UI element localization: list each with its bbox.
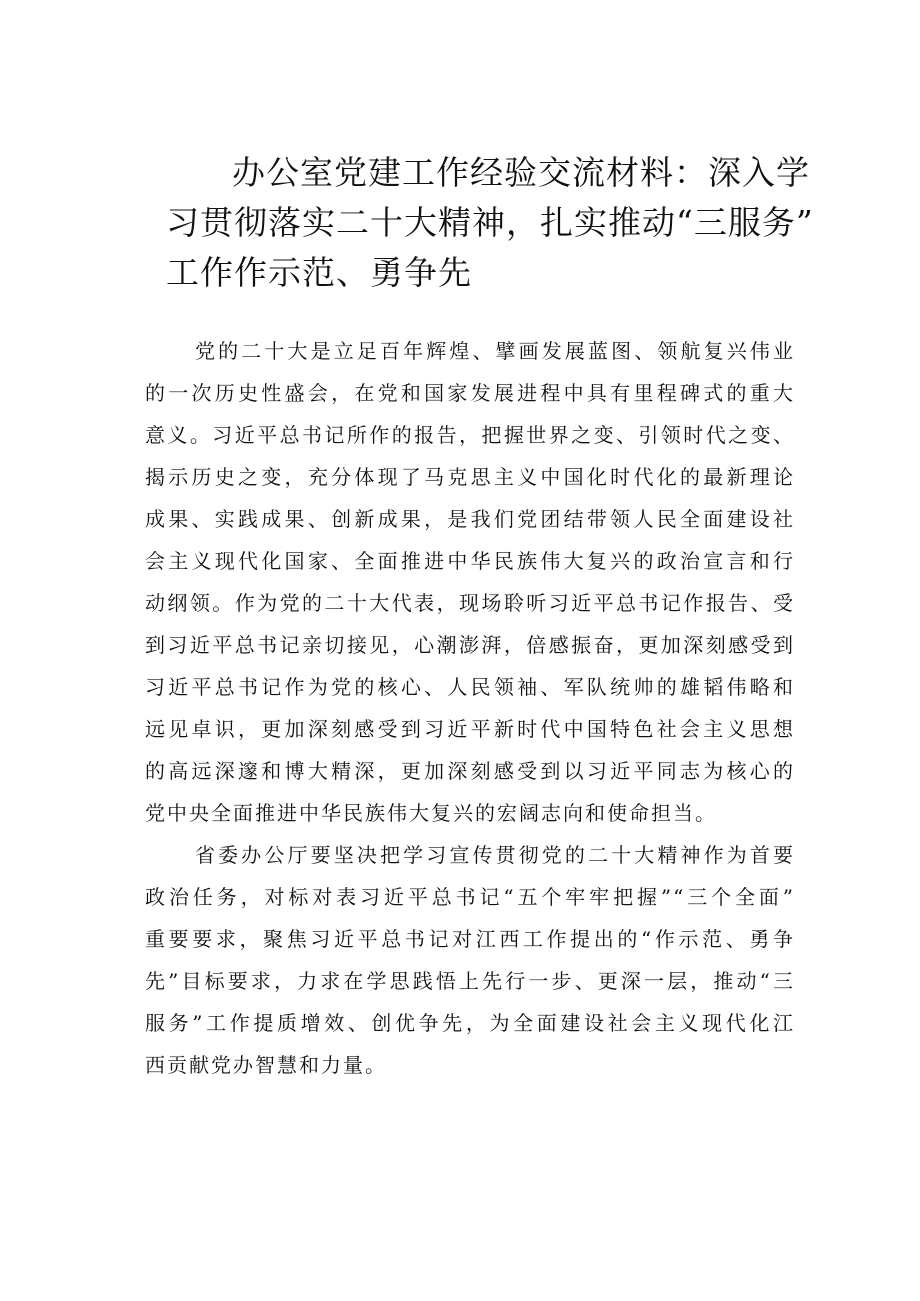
paragraph-line: 会主义现代化国家、全面推进中华民族伟大复兴的政治宣言和行 xyxy=(145,549,795,573)
paragraph-line: 揭示历史之变，充分体现了马克思主义中国化时代化的最新理论 xyxy=(145,465,795,489)
paragraph-2 xyxy=(145,834,795,1086)
title-line: 工作作示范、勇争先 xyxy=(166,253,472,292)
paragraph-line: 的高远深邃和博大精深，更加深刻感受到以习近平同志为核心的 xyxy=(145,759,795,783)
paragraph-line: 重要要求，聚焦习近平总书记对江西工作提出的“作示范、勇争 xyxy=(145,927,795,951)
document-body xyxy=(145,330,795,1086)
title-line: 习贯彻落实二十大精神，扎实推动“三服务” xyxy=(166,203,814,242)
paragraph-line: 习近平总书记作为党的核心、人民领袖、军队统帅的雄韬伟略和 xyxy=(145,675,795,699)
paragraph-line: 服务”工作提质增效、创优争先，为全面建设社会主义现代化江 xyxy=(145,1011,795,1035)
paragraph-line: 政治任务，对标对表习近平总书记“五个牢牢把握”“三个全面” xyxy=(145,885,795,909)
paragraph-line: 远见卓识，更加深刻感受到习近平新时代中国特色社会主义思想 xyxy=(145,717,795,741)
paragraph-line: 成果、实践成果、创新成果，是我们党团结带领人民全面建设社 xyxy=(145,507,795,531)
paragraph-line: 意义。习近平总书记所作的报告，把握世界之变、引领时代之变、 xyxy=(145,423,795,447)
paragraph-line: 省委办公厅要坚决把学习宣传贯彻党的二十大精神作为首要 xyxy=(195,843,795,867)
paragraph-line: 先”目标要求，力求在学思践悟上先行一步、更深一层，推动“三 xyxy=(145,969,795,993)
paragraph-line: 党中央全面推进中华民族伟大复兴的宏阔志向和使命担当。 xyxy=(145,801,717,825)
document-title xyxy=(166,148,816,298)
paragraph-line: 西贡献党办智慧和力量。 xyxy=(145,1053,387,1077)
paragraph-line: 的一次历史性盛会，在党和国家发展进程中具有里程碑式的重大 xyxy=(145,381,795,405)
paragraph-line: 到习近平总书记亲切接见，心潮澎湃，倍感振奋，更加深刻感受到 xyxy=(145,633,795,657)
paragraph-line: 动纲领。作为党的二十大代表，现场聆听习近平总书记作报告、受 xyxy=(145,591,795,615)
title-line: 办公室党建工作经验交流材料：深入学 xyxy=(232,153,810,192)
paragraph-line: 党的二十大是立足百年辉煌、擘画发展蓝图、领航复兴伟业 xyxy=(195,339,795,363)
paragraph-1 xyxy=(145,330,795,834)
